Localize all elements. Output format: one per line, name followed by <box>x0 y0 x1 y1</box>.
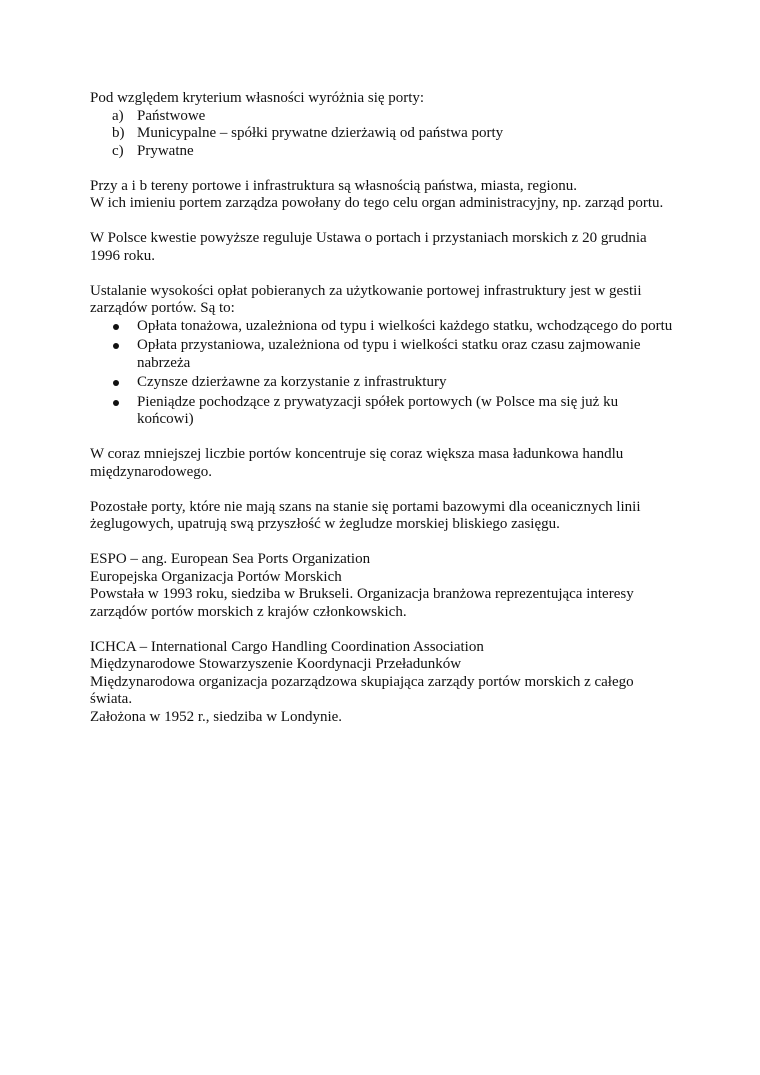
list-item <box>90 337 675 372</box>
list-item <box>90 394 675 429</box>
ownership-line-2: W ich imieniu portem zarządza powołany do tego celu organ administracyjny, np. zarząd portu. <box>90 195 664 211</box>
list-item-text: Prywatne <box>137 142 194 159</box>
list-item-text: Opłata tonażowa, uzależniona od typu i wielkości każdego statku, wchodzącego do portu <box>137 317 673 334</box>
bullet-icon <box>113 324 119 330</box>
document-page <box>90 90 675 744</box>
law-paragraph: W Polsce kwestie powyższe reguluje Ustawa o portach i przystaniach morskich z 20 grudnia 1996 roku. <box>90 230 647 264</box>
espo-paragraph <box>90 551 675 621</box>
concentration-paragraph: W coraz mniejszej liczbie portów koncentruje się coraz większa masa ładunkowa handlu międzynarodowego. <box>90 446 624 480</box>
list-item-text: Pieniądze pochodzące z prywatyzacji spółek portowych (w Polsce ma się już ku końcowi) <box>137 393 619 427</box>
list-item-text: Czynsze dzierżawne za korzystanie z infrastruktury <box>137 374 447 390</box>
ichca-paragraph <box>90 639 675 727</box>
ownership-paragraph <box>90 178 675 213</box>
list-item <box>90 318 675 336</box>
list-item <box>90 143 675 161</box>
ichca-line-4: Założona w 1952 r., siedziba w Londynie. <box>90 708 343 725</box>
list-marker: b) <box>112 125 125 141</box>
bullet-icon <box>113 400 119 406</box>
list-marker: c) <box>112 142 124 159</box>
ichca-line-3: Międzynarodowa organizacja pozarządzowa skupiająca zarządy portów morskich z całego świata. <box>90 673 634 707</box>
list-item <box>90 108 675 126</box>
fees-list <box>90 318 675 429</box>
other-ports-paragraph: Pozostałe porty, które nie mają szans na stanie się portami bazowymi dla oceanicznych linii żeglugowych, upatrują swą przyszłość w żegludze morskiej bliskiego zasięgu. <box>90 498 641 532</box>
espo-line-2: Europejska Organizacja Portów Morskich <box>90 568 342 585</box>
list-item-text: Municypalne – spółki prywatne dzierżawią od państwa porty <box>137 125 504 141</box>
espo-line-3: Powstała w 1993 roku, siedziba w Brukseli. Organizacja branżowa reprezentująca interesy zarządów portów morskich z krajów członkowskich. <box>90 586 634 620</box>
ichca-line-2: Międzynarodowe Stowarzyszenie Koordynacji Przeładunków <box>90 656 462 672</box>
list-marker: a) <box>112 107 124 124</box>
list-item-text: Opłata przystaniowa, uzależniona od typu i wielkości statku oraz czasu zajmowanie nabrzeża <box>137 337 641 371</box>
bullet-icon <box>113 343 119 349</box>
list-item <box>90 125 675 143</box>
ownership-lead: Pod względem kryterium własności wyróżnia się porty: <box>90 90 425 106</box>
ownership-line-1: Przy a i b tereny portowe i infrastruktura są własnością państwa, miasta, regionu. <box>90 177 577 194</box>
ichca-line-1: ICHCA – International Cargo Handling Coordination Association <box>90 638 484 655</box>
bullet-icon <box>113 380 119 386</box>
ownership-list <box>90 108 675 161</box>
list-item-text: Państwowe <box>137 107 206 124</box>
list-item <box>90 374 675 392</box>
espo-line-1: ESPO – ang. European Sea Ports Organization <box>90 551 371 567</box>
fees-lead: Ustalanie wysokości opłat pobieranych za użytkowanie portowej infrastruktury jest w gestii zarządów portów. Są to: <box>90 282 642 316</box>
